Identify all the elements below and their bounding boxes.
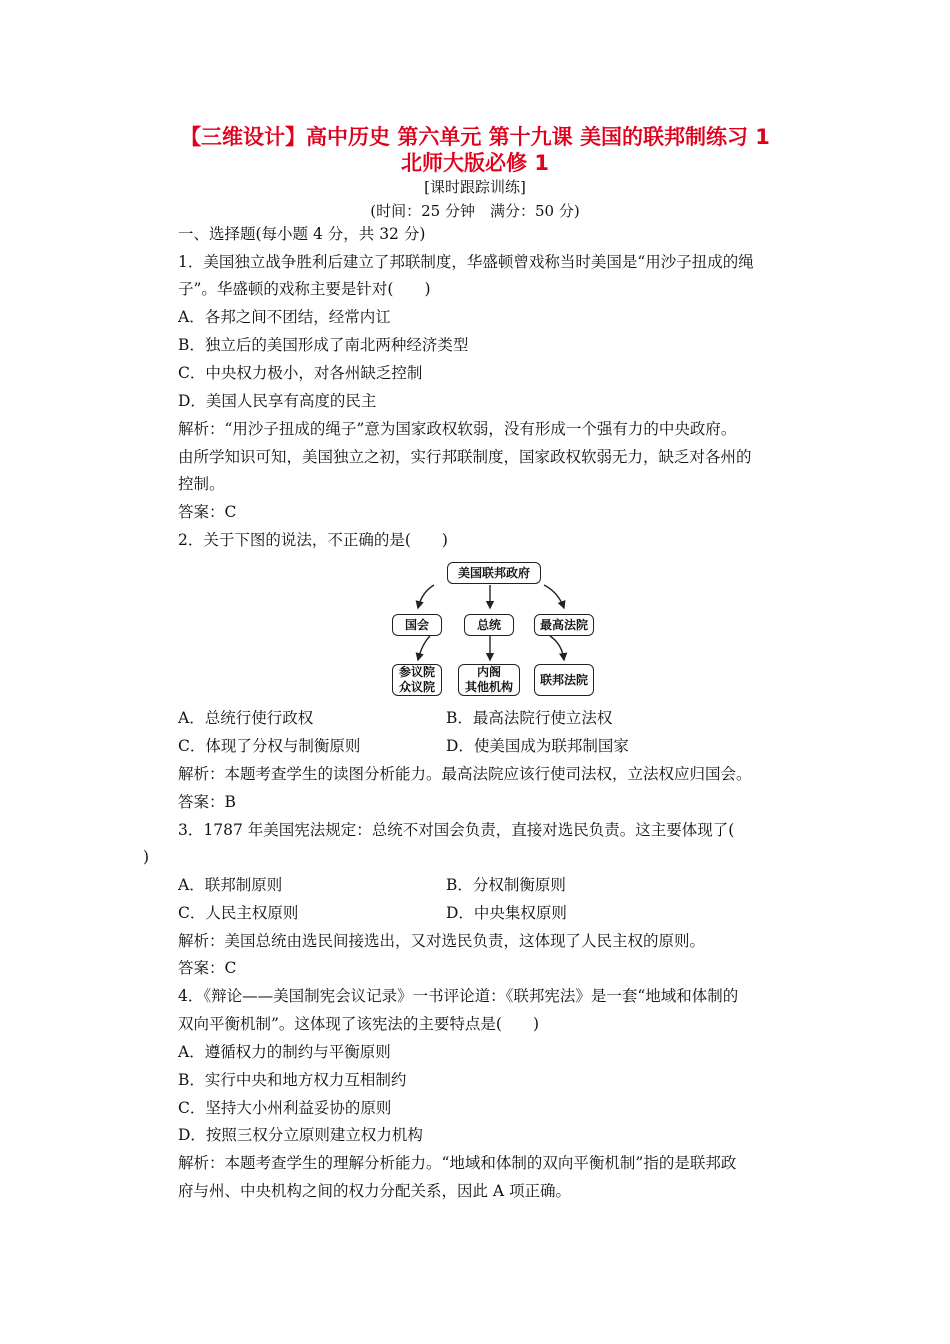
q1-option-c: C．中央权力极小，对各州缺乏控制 [178,364,423,382]
q2-stem: 2．关于下图的说法，不正确的是( ) [178,531,448,549]
q2-option-a: A．总统行使行政权 [178,709,314,727]
q3-stem-line1: 3．1787 年美国宪法规定：总统不对国会负责，直接对选民负责。这主要体现了( [178,821,735,839]
federal-government-diagram [386,556,602,700]
q3-option-d: D．中央集权原则 [446,904,567,922]
q2-option-c: C．体现了分权与制衡原则 [178,737,361,755]
q4-option-d: D．按照三权分立原则建立权力机构 [178,1126,423,1144]
label-senate: 参议院 [398,665,435,679]
label-other-agencies: 其他机构 [464,680,513,694]
q1-analysis-line2: 由所学知识可知，美国独立之初，实行邦联制度，国家政权软弱无力，缺乏对各州的 [178,448,752,466]
q1-analysis-line1: 解析：“用沙子扭成的绳子”意为国家政权软弱，没有形成一个强有力的中央政府。 [178,420,737,438]
q4-stem-line2: 双向平衡机制”。这体现了该宪法的主要特点是( ) [178,1015,540,1033]
q3-answer: 答案：C [178,959,237,977]
section-heading: 一、选择题(每小题 4 分，共 32 分) [178,225,426,243]
box-president: 总统 [464,614,514,636]
q1-option-d: D．美国人民享有高度的民主 [178,392,377,410]
q2-option-d: D．使美国成为联邦制国家 [446,737,629,755]
box-federal-government: 美国联邦政府 [447,562,541,584]
box-senate-house [392,664,442,696]
time-info: (时间：25 分钟 满分：50 分) [370,202,580,220]
q4-stem-line1: 4．《辩论——美国制宪会议记录》一书评论道：《联邦宪法》是一套“地域和体制的 [178,987,739,1005]
q2-option-b: B．最高法院行使立法权 [446,709,613,727]
box-congress: 国会 [392,614,442,636]
q1-option-b: B．独立后的美国形成了南北两种经济类型 [178,336,469,354]
box-federal-courts: 联邦法院 [534,664,594,696]
q4-analysis-line2: 府与州、中央机构之间的权力分配关系，因此 A 项正确。 [178,1182,572,1200]
q1-answer: 答案：C [178,503,237,521]
q1-stem-line2: 子”。华盛顿的戏称主要是针对( ) [178,280,431,298]
q4-analysis-line1: 解析：本题考查学生的理解分析能力。“地域和体制的双向平衡机制”指的是联邦政 [178,1154,737,1172]
q3-option-c: C．人民主权原则 [178,904,299,922]
q2-answer: 答案：B [178,793,236,811]
box-cabinet [458,664,520,696]
arrow-to-houses [418,636,430,660]
q1-stem-line1: 1．美国独立战争胜利后建立了邦联制度，华盛顿曾戏称当时美国是“用沙子扭成的绳 [178,253,754,271]
label-house: 众议院 [398,680,435,694]
arrow-to-federal-courts [550,636,564,660]
box-supreme-court: 最高法院 [534,614,594,636]
q4-option-c: C．坚持大小州利益妥协的原则 [178,1099,392,1117]
q2-analysis: 解析：本题考查学生的读图分析能力。最高法院应该行使司法权，立法权应归国会。 [178,765,752,783]
q1-option-a: A．各邦之间不团结，经常内讧 [178,308,391,326]
q3-option-b: B．分权制衡原则 [446,876,566,894]
q3-analysis: 解析：美国总统由选民间接选出，又对选民负责，这体现了人民主权的原则。 [178,932,706,950]
q3-option-a: A．联邦制原则 [178,876,283,894]
arrow-to-congress [418,585,434,608]
q3-stem-line2: ) [143,848,150,866]
doc-subtitle: [课时跟踪训练] [424,178,526,196]
arrow-to-supreme [544,585,564,608]
q1-analysis-line3: 控制。 [178,475,225,493]
q4-option-b: B．实行中央和地方权力互相制约 [178,1071,407,1089]
doc-title-line2: 北师大版必修 1 [401,151,549,175]
label-cabinet: 内阁 [476,665,501,679]
q4-option-a: A．遵循权力的制约与平衡原则 [178,1043,391,1061]
doc-title-line1: 【三维设计】高中历史 第六单元 第十九课 美国的联邦制练习 1 [180,125,770,149]
